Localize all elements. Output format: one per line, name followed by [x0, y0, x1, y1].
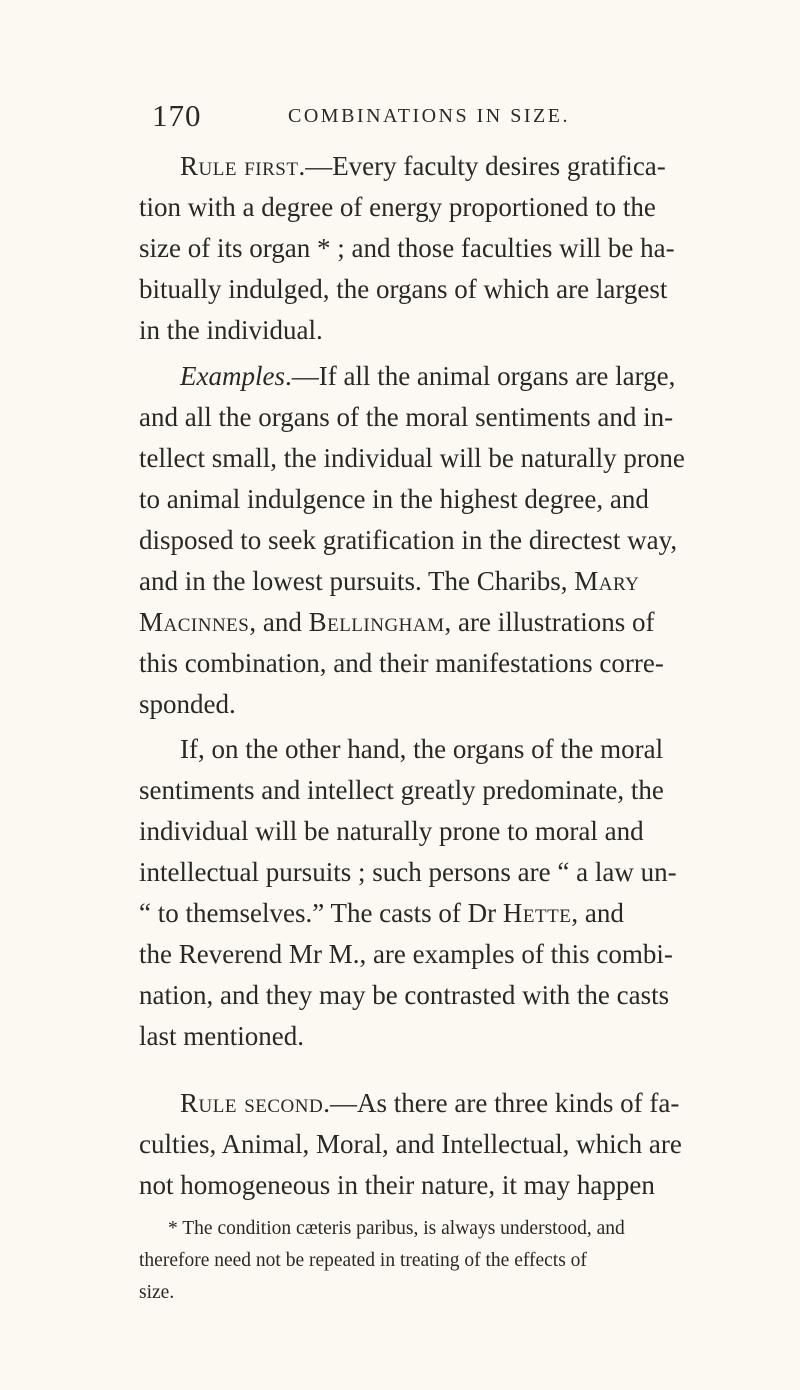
text-line: If, on the other hand, the organs of the moral	[180, 734, 664, 764]
footnote-line: therefore need not be repeated in treating of the effects of	[139, 1250, 587, 1271]
text-line: intellectual pursuits ; such persons are “ a law un-	[139, 857, 677, 887]
text-line: Rule first.—Every faculty desires gratifica-	[180, 151, 666, 181]
text-line: Examples.—If all the animal organs are large,	[180, 361, 676, 391]
text-line: sponded.	[139, 689, 236, 719]
text-line: to animal indulgence in the highest degree, and	[139, 484, 649, 514]
page-number: 170	[152, 98, 202, 133]
text-line: last mentioned.	[139, 1021, 304, 1051]
text-line: Rule second.—As there are three kinds of fa-	[180, 1088, 680, 1118]
text-line: culties, Animal, Moral, and Intellectual, which are	[139, 1129, 682, 1159]
text-line: and all the organs of the moral sentiments and in-	[139, 402, 674, 432]
text-line: tellect small, the individual will be naturally prone	[139, 443, 685, 473]
text-line: Macinnes, and Bellingham, are illustrations of	[139, 607, 655, 637]
text-line: bitually indulged, the organs of which are largest	[139, 274, 668, 304]
text-line: “ to themselves.” The casts of Dr Hette, and	[139, 898, 624, 928]
footnote-line: size.	[139, 1282, 175, 1303]
text-line: and in the lowest pursuits. The Charibs, Mary	[139, 566, 640, 596]
text-line: size of its organ * ; and those faculties will be ha-	[139, 233, 675, 263]
text-line: individual will be naturally prone to moral and	[139, 816, 644, 846]
text-line: tion with a degree of energy proportioned to the	[139, 192, 656, 222]
text-line: this combination, and their manifestations corre-	[139, 648, 664, 678]
text-line: disposed to seek gratification in the directest way,	[139, 525, 678, 555]
text-line: in the individual.	[139, 315, 323, 345]
text-line: nation, and they may be contrasted with the casts	[139, 980, 670, 1010]
text-line: the Reverend Mr M., are examples of this combi-	[139, 939, 673, 969]
footnote-line: * The condition cæteris paribus, is always understood, and	[168, 1218, 625, 1239]
page-header	[152, 96, 712, 136]
running-head: COMBINATIONS IN SIZE.	[288, 105, 570, 127]
text-line: not homogeneous in their nature, it may happen	[139, 1170, 655, 1200]
text-line: sentiments and intellect greatly predominate, the	[139, 775, 664, 805]
